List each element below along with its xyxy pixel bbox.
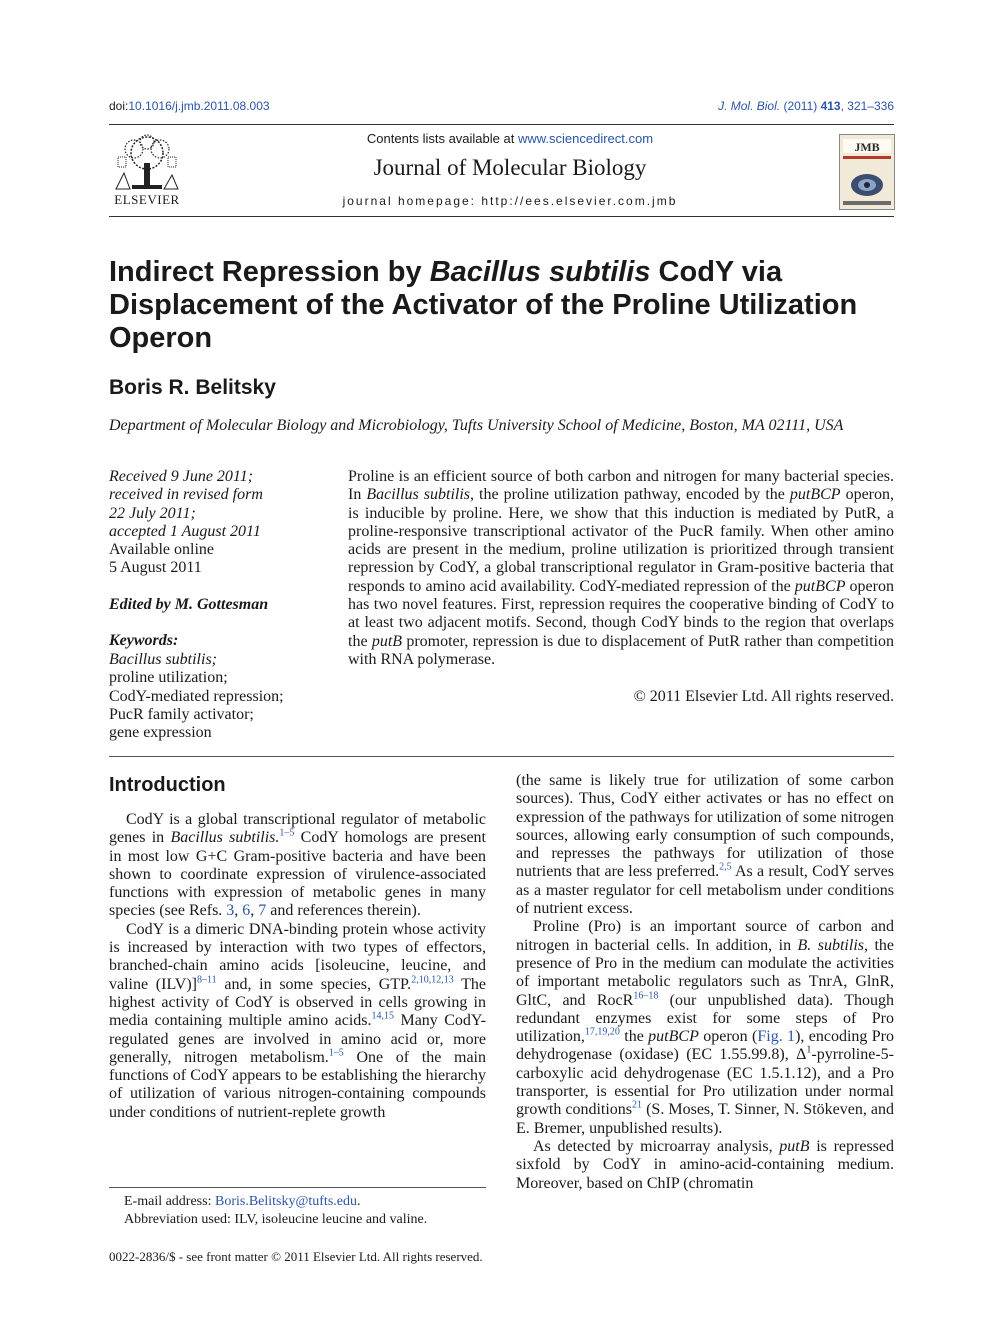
body-column-left: [109, 811, 486, 1122]
abstract-text: Proline is an efficient source of both carbon and nitrogen for many bacterial species. In: [348, 468, 894, 504]
body-text: the: [619, 1028, 649, 1046]
sciencedirect-link[interactable]: www.sciencedirect.com: [517, 131, 654, 146]
body-text: ,: [250, 902, 259, 920]
keyword: CodY-mediated repression;: [109, 687, 284, 705]
abstract-copyright: © 2011 Elsevier Ltd. All rights reserved.: [633, 688, 894, 705]
abstract-italic: putBCP: [789, 486, 841, 504]
paragraph: [516, 772, 894, 918]
citation-pages: , 321–336: [840, 99, 894, 113]
doi: [109, 99, 270, 113]
keywords-label: Keywords:: [109, 632, 179, 649]
contents-line: [230, 131, 790, 146]
keywords-list: [109, 651, 284, 742]
reference-link[interactable]: 2,5: [719, 862, 732, 874]
reference-link[interactable]: 6: [242, 902, 251, 920]
section-heading-introduction: Introduction: [109, 774, 226, 796]
figure-link[interactable]: Fig. 1: [757, 1028, 796, 1046]
keyword: PucR family activator;: [109, 705, 254, 723]
abstract-italic: putB: [371, 632, 403, 650]
elsevier-tree-icon: [110, 133, 184, 191]
section-divider: [109, 756, 894, 757]
reference-link[interactable]: 3: [226, 902, 235, 920]
accepted-date: accepted 1 August 2011: [109, 522, 261, 540]
body-text: As a result, CodY serves as a master regulator for cell metabolism under conditions of nutrient excess.: [516, 863, 894, 918]
body-text: operon (: [698, 1028, 758, 1046]
body-text: As detected by microarray analysis,: [533, 1137, 780, 1155]
journal-homepage[interactable]: journal homepage: http://ees.elsevier.com.jmb: [342, 194, 678, 208]
body-italic: B. subtilis: [797, 936, 864, 954]
abstract-text: operon, is inducible by proline. Here, we show that this induction is mediated by PutR, a proline-responsive transcriptional activator of the PucR family. When other amino acids are present in the medium, proline utilization is prioritized through transient repression by CodY, a global transcriptional regulator in Gram-positive bacteria that responds to amino acid availability. CodY-mediated repression of the: [348, 486, 895, 595]
doi-prefix: doi:: [109, 99, 129, 113]
body-text: The highest activity of CodY is observed in cells growing in media containing multiple amino acids.: [109, 975, 486, 1030]
body-text: CodY homologs are present in most low G+C Gram-positive bacteria and have been shown to coordinate expression of virulence-associated functions with expression of metabolic genes in many species (see Refs.: [109, 829, 486, 920]
body-text: , the presence of Pro in the medium can modulate the activities of important metabolic regulators such as TnrA, GlnR, GltC, and RocR: [516, 936, 894, 1009]
citation-row: [109, 99, 894, 115]
reference-link[interactable]: 2,10,12,13: [411, 974, 454, 986]
cover-title: JMB: [854, 140, 880, 154]
article-title-italic: Bacillus subtilis: [429, 256, 651, 288]
reference-link[interactable]: 21: [632, 1100, 643, 1112]
online-label: Available online: [109, 541, 214, 559]
paragraph: [516, 1138, 894, 1193]
publisher-name: ELSEVIER: [114, 192, 180, 207]
header-divider-top: [109, 124, 894, 125]
received-date: Received 9 June 2011;: [109, 468, 254, 485]
body-text: Proline (Pro) is an important source of carbon and nitrogen in bacterial cells. In addition, in: [516, 918, 894, 954]
abbreviation-footnote: Abbreviation used: ILV, isoleucine leucine and valine.: [124, 1212, 428, 1227]
journal-cover-thumbnail: [839, 134, 895, 210]
email-link[interactable]: Boris.Belitsky@tufts.edu: [214, 1194, 357, 1209]
revised-date: 22 July 2011;: [109, 504, 196, 522]
body-text: CodY is a global transcriptional regulator of metabolic genes in: [109, 811, 486, 847]
front-matter-line: 0022-2836/$ - see front matter © 2011 Elsevier Ltd. All rights reserved.: [109, 1249, 483, 1264]
author-affiliation: Department of Molecular Biology and Microbiology, Tufts University School of Medicine, Boston, MA 02111, USA: [109, 417, 844, 434]
body-italic: Bacillus subtilis.: [170, 829, 280, 847]
keyword: proline utilization;: [109, 669, 228, 687]
body-text: and references therein).: [266, 902, 421, 920]
author-name: Boris R. Belitsky: [109, 376, 276, 399]
revised-label: received in revised form: [109, 486, 263, 504]
email-label: E-mail address:: [124, 1194, 215, 1209]
abstract-text: promoter, repression is due to displacement of PutR rather than competition with RNA polymerase.: [348, 632, 895, 668]
edited-by: Edited by M. Gottesman: [109, 596, 269, 613]
citation-year: (2011): [780, 99, 821, 113]
body-text: is repressed sixfold by CodY in amino-acid-containing medium. Moreover, based on ChIP (chromatin: [516, 1137, 894, 1192]
body-text: ,: [234, 902, 243, 920]
superscript: 1: [806, 1045, 812, 1057]
body-italic: putBCP: [648, 1028, 699, 1046]
paragraph: [109, 811, 486, 921]
body-text: and, in some species, GTP.: [216, 975, 412, 993]
email-footnote: [124, 1193, 484, 1211]
journal-name: Journal of Molecular Biology: [373, 155, 647, 180]
abstract-text: operon has two novel features. First, repression requires the cooperative binding of CodY to at least two adjacent motifs. Second, though CodY binds to the region that overlaps the: [348, 577, 894, 650]
body-column-right: [516, 772, 894, 1193]
body-text: -pyrroline-5-carboxylic acid dehydrogenase (EC 1.5.1.12), and a Pro transporter, is essential for Pro utilization under normal growth conditions: [516, 1046, 894, 1119]
abstract-text: , the proline utilization pathway, encoded by the: [470, 486, 790, 504]
paragraph: [516, 918, 894, 1138]
elsevier-logo: [110, 133, 184, 209]
abstract-italic: Bacillus subtilis: [366, 486, 471, 504]
body-italic: putB: [779, 1137, 810, 1155]
footnote-divider: [109, 1187, 486, 1188]
article-history: [109, 468, 329, 578]
reference-link[interactable]: 1–5: [328, 1047, 344, 1059]
body-text: CodY is a dimeric DNA-binding protein whose activity is increased by interaction with two types of effectors, branched-chain amino acids [isoleucine, leucine, and valine (ILV)]: [109, 920, 486, 993]
citation-volume: 413: [820, 99, 841, 113]
online-date: 5 August 2011: [109, 559, 202, 577]
keyword: Bacillus subtilis;: [109, 651, 217, 668]
body-text: (the same is likely true for utilization of some carbon sources). Thus, CodY either activates or has no effect on expression of the pathways for utilization of some nitrogen sources, allowing early consumption of such compounds, and represses the pathways for utilization of those nutrients that are less preferred.: [516, 772, 894, 881]
article-title-part-2: CodY via Displacement of the Activator of the Proline Utilization Operon: [109, 256, 858, 354]
body-text: One of the main functions of CodY appears to be establishing the hierarchy of utilization of various nitrogen-containing compounds under conditions of nutrient-replete growth: [109, 1048, 486, 1121]
abstract-italic: putBCP: [794, 577, 846, 595]
body-text: Many CodY-regulated genes are involved in amino acid or, more generally, nitrogen metabolism.: [109, 1012, 487, 1066]
doi-link[interactable]: 10.1016/j.jmb.2011.08.003: [128, 99, 270, 113]
header-divider-bottom: [109, 216, 894, 217]
footnotes: [124, 1193, 484, 1229]
article-title-part-1: Indirect Repression by: [109, 256, 430, 288]
email-end: .: [357, 1194, 361, 1209]
keyword: gene expression: [109, 724, 212, 742]
reference-link[interactable]: 1–5: [279, 827, 295, 839]
body-text: (our unpublished data). Though redundant enzymes exist for some steps of Pro utilization,: [516, 991, 894, 1046]
article-title: [109, 256, 869, 355]
paragraph: [109, 921, 486, 1122]
abstract: [348, 468, 894, 669]
body-text: ), encoding Pro dehydrogenase (oxidase) (EC 1.55.99.8), Δ: [516, 1028, 895, 1064]
contents-prefix: Contents lists available at: [366, 131, 518, 146]
reference-link[interactable]: 7: [258, 902, 267, 920]
journal-citation: [718, 99, 894, 113]
body-text: (S. Moses, T. Sinner, N. Stökeven, and E. Bremer, unpublished results).: [516, 1101, 895, 1137]
reference-link[interactable]: 8–11: [196, 974, 217, 986]
journal-cover-icon: [840, 135, 894, 209]
reference-link[interactable]: 16–18: [633, 990, 659, 1002]
reference-link[interactable]: 14,15: [371, 1010, 395, 1022]
reference-link[interactable]: 17,19,20: [584, 1026, 620, 1038]
journal-abbr[interactable]: J. Mol. Biol.: [718, 99, 781, 113]
